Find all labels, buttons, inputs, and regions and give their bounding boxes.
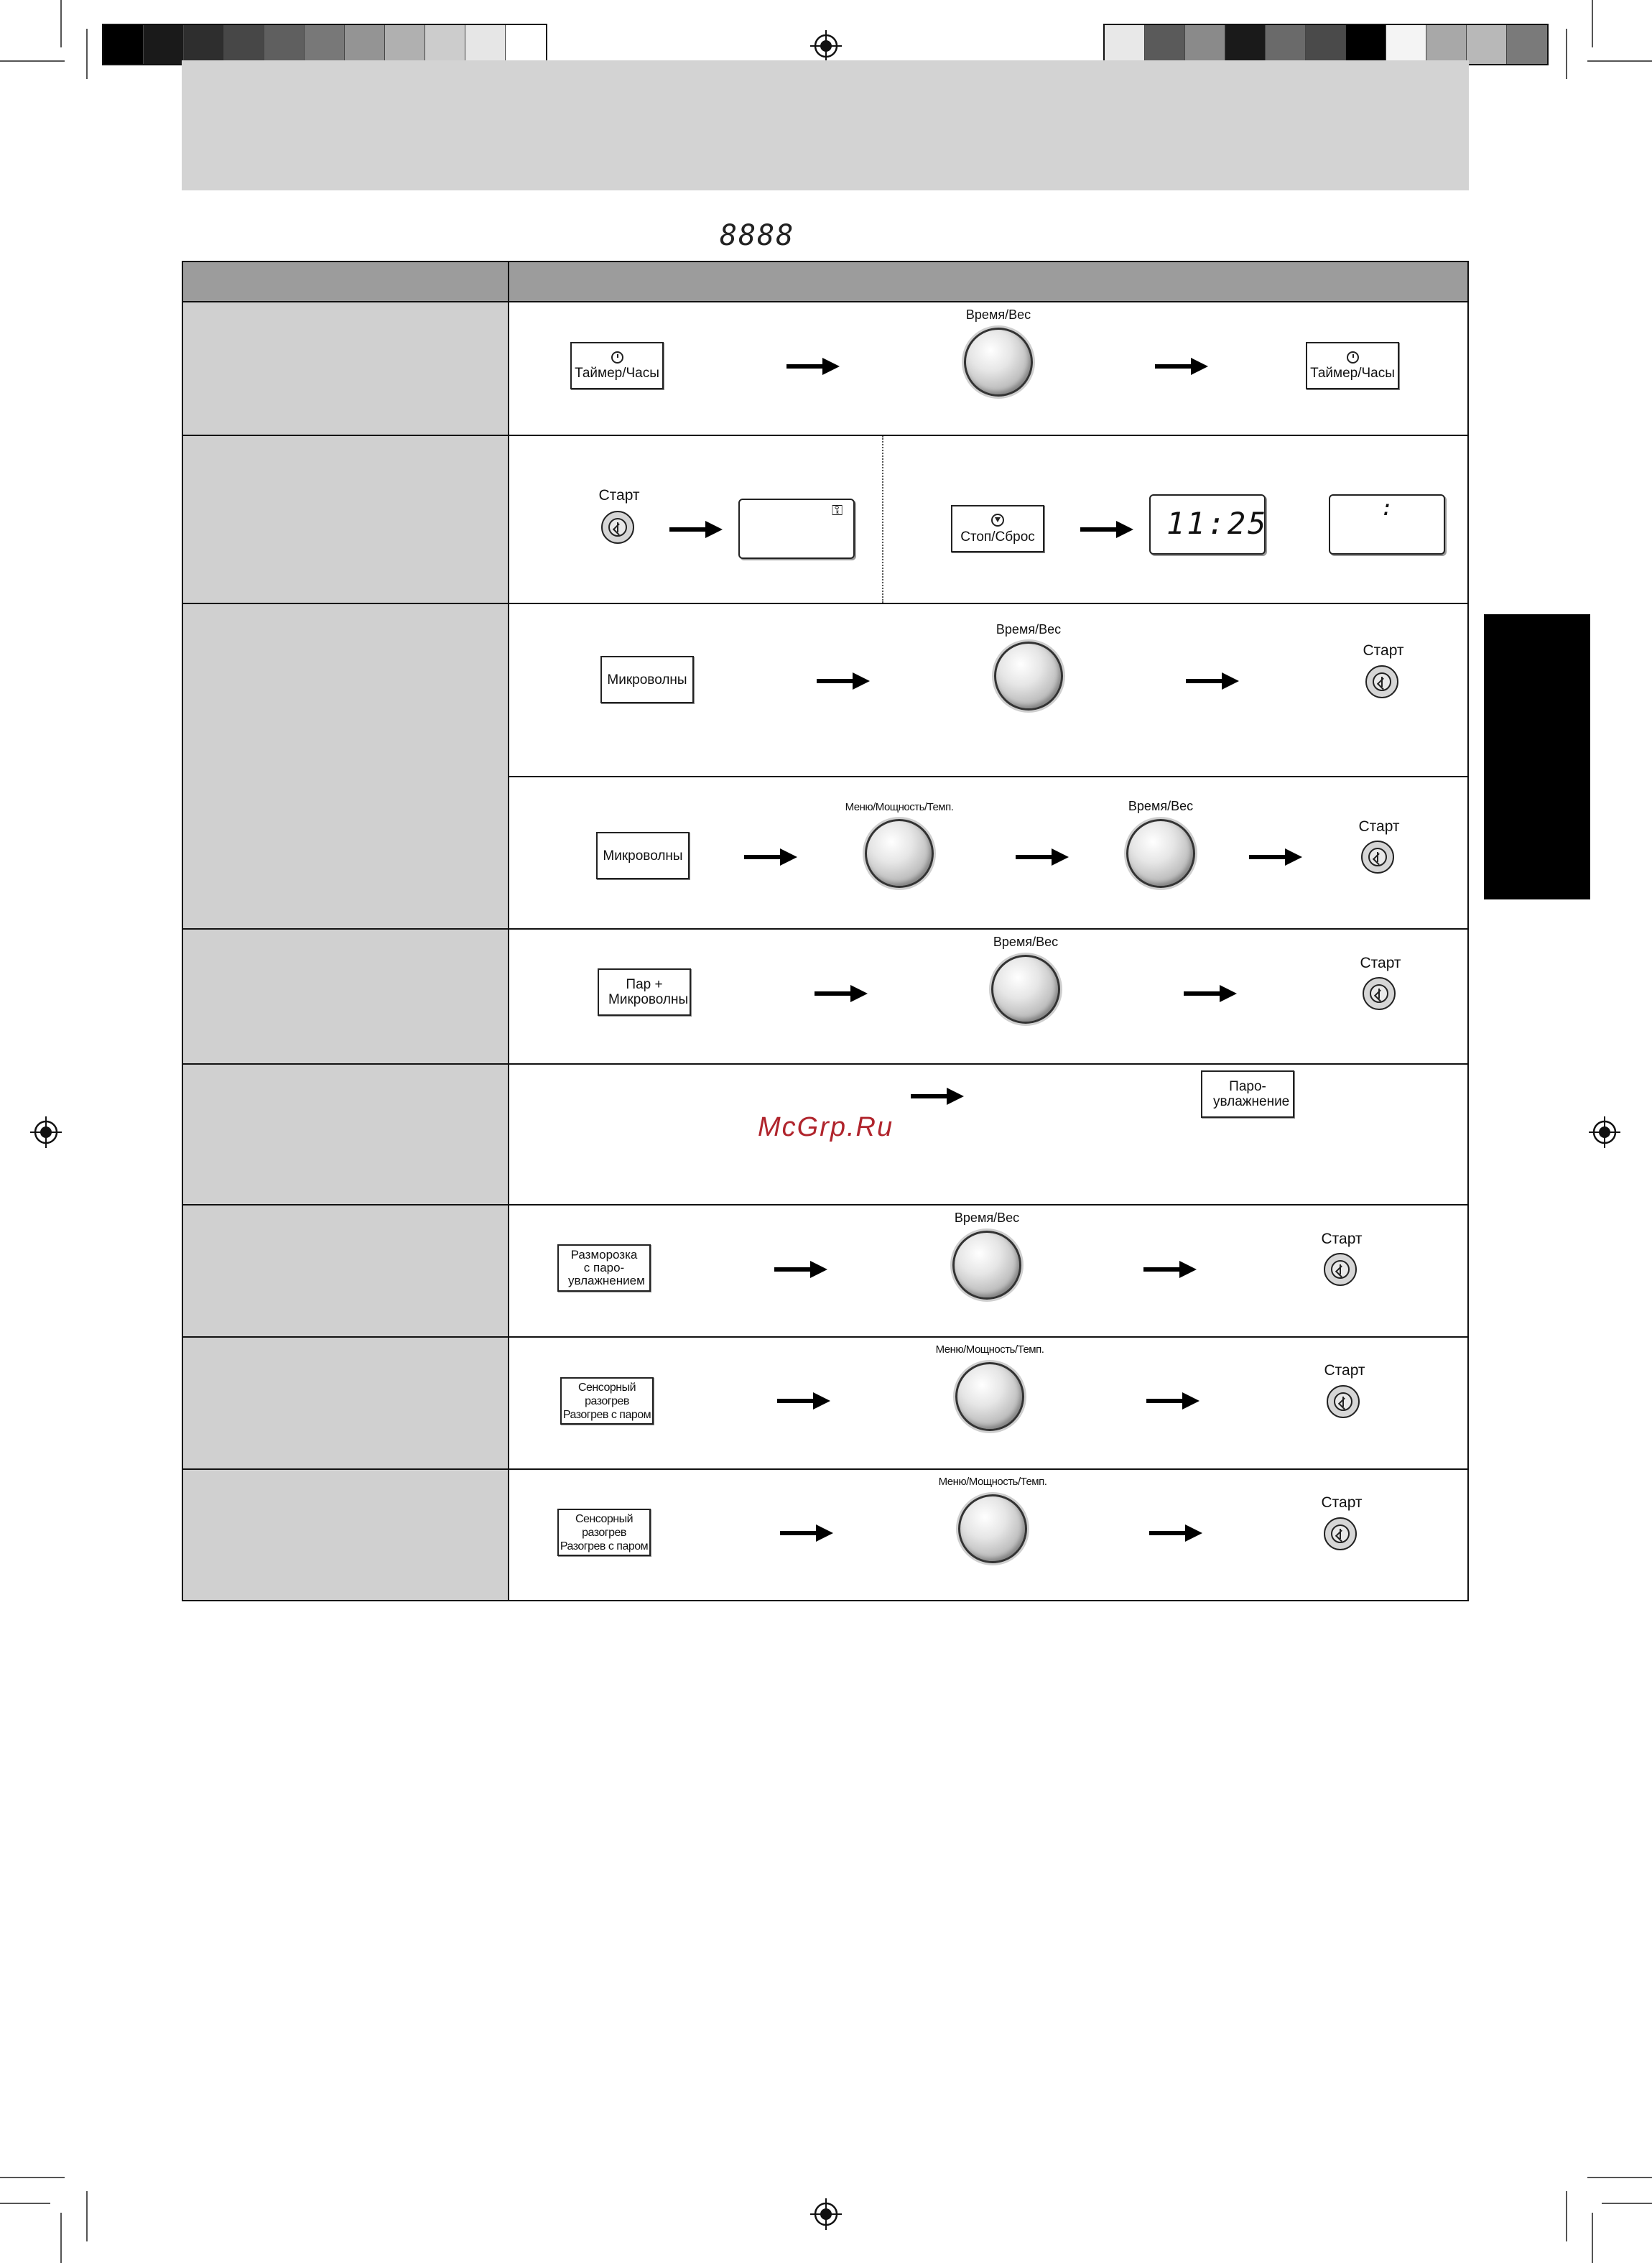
start-button[interactable] — [1324, 1253, 1357, 1286]
sensor-reheat-label: Сенсорный разогрев Разогрев с паром — [562, 1381, 651, 1421]
color-swatch — [385, 25, 425, 64]
dotted-divider — [882, 436, 883, 603]
arrow-right-icon — [1016, 848, 1069, 866]
crop-mark — [1566, 29, 1567, 79]
menu-power-temp-dial[interactable] — [865, 819, 934, 888]
start-icon — [1368, 848, 1387, 866]
arrow-right-icon — [774, 1261, 827, 1278]
start-button[interactable] — [1361, 841, 1394, 874]
timer-clock-button[interactable] — [1306, 342, 1399, 389]
display-indicator: 8888 — [720, 219, 795, 252]
crop-mark — [86, 2191, 88, 2241]
start-icon — [1331, 1524, 1350, 1543]
color-bar-left — [102, 24, 547, 65]
crop-mark — [86, 29, 88, 79]
header-band — [182, 60, 1469, 190]
color-swatch — [1306, 25, 1346, 64]
crop-mark — [60, 2213, 62, 2263]
row-divider — [509, 776, 1467, 777]
start-icon — [608, 518, 627, 537]
color-swatch — [425, 25, 465, 64]
row-divider — [183, 1063, 1467, 1065]
lcd-display-clock — [1149, 494, 1266, 555]
stop-reset-label: Стоп/Сброс — [960, 529, 1035, 545]
start-label: Старт — [1360, 955, 1401, 971]
start-label: Старт — [1358, 818, 1400, 835]
steam-microwave-label: Пар + Микроволны — [608, 977, 689, 1007]
arrow-right-icon — [669, 521, 723, 538]
arrow-right-icon — [1184, 985, 1237, 1002]
color-swatch — [144, 25, 184, 64]
color-swatch — [264, 25, 305, 64]
start-button[interactable] — [601, 511, 634, 544]
lcd-display-locked — [738, 499, 855, 559]
start-icon — [1334, 1392, 1352, 1411]
clock-icon — [1347, 351, 1359, 364]
arrow-right-icon — [911, 1088, 964, 1105]
crop-mark — [0, 2177, 65, 2178]
steam-humidify-button[interactable] — [1201, 1070, 1294, 1118]
registration-mark-icon — [30, 1116, 62, 1148]
crop-mark — [0, 2203, 50, 2204]
watermark: McGrp.Ru — [758, 1112, 894, 1142]
color-swatch — [345, 25, 385, 64]
color-swatch — [1266, 25, 1306, 64]
start-button[interactable] — [1327, 1385, 1360, 1418]
menu-power-temp-dial[interactable] — [958, 1494, 1027, 1563]
start-label: Старт — [1321, 1494, 1363, 1511]
color-swatch — [224, 25, 264, 64]
color-swatch — [506, 25, 546, 64]
arrow-right-icon — [1155, 358, 1208, 375]
menu-power-temp-dial[interactable] — [955, 1362, 1024, 1431]
start-button[interactable] — [1363, 977, 1396, 1010]
time-weight-dial[interactable] — [952, 1231, 1021, 1300]
sensor-reheat-label: Сенсорный разогрев Разогрев с паром — [560, 1512, 649, 1552]
time-weight-dial[interactable] — [991, 955, 1060, 1024]
crop-mark — [1566, 2191, 1567, 2241]
color-swatch — [1185, 25, 1225, 64]
color-swatch — [1346, 25, 1386, 64]
row-divider — [183, 435, 1467, 436]
color-swatch — [1426, 25, 1467, 64]
arrow-right-icon — [1186, 672, 1239, 690]
color-bar-right — [1103, 24, 1549, 65]
crop-mark — [1587, 60, 1652, 62]
start-label: Старт — [1321, 1231, 1363, 1247]
time-weight-label: Время/Вес — [1128, 799, 1194, 813]
key-icon: ⚿ — [832, 503, 843, 519]
time-weight-dial[interactable] — [1126, 819, 1195, 888]
sensor-reheat-button[interactable] — [557, 1509, 651, 1556]
arrow-right-icon — [1146, 1392, 1199, 1410]
row-divider — [183, 1204, 1467, 1205]
header-divider — [508, 262, 509, 302]
arrow-right-icon — [817, 672, 870, 690]
timer-clock-label: Таймер/Часы — [1310, 365, 1395, 381]
color-swatch — [1507, 25, 1547, 64]
sensor-reheat-button[interactable] — [560, 1377, 654, 1425]
menu-power-temp-label: Меню/Мощность/Темп. — [938, 1476, 1047, 1488]
arrow-right-icon — [744, 848, 797, 866]
registration-mark-icon — [1589, 1116, 1620, 1148]
stop-reset-button[interactable] — [951, 505, 1044, 552]
start-label: Старт — [1324, 1362, 1365, 1379]
time-weight-label: Время/Вес — [954, 1211, 1020, 1225]
start-icon — [1373, 672, 1391, 691]
start-label: Старт — [1363, 642, 1404, 659]
crop-mark — [1587, 2177, 1652, 2178]
color-swatch — [103, 25, 144, 64]
clock-icon — [611, 351, 623, 364]
microwave-label: Микроволны — [607, 672, 687, 688]
crop-mark — [1602, 2203, 1652, 2204]
row-divider — [183, 603, 1467, 604]
timer-clock-label: Таймер/Часы — [575, 365, 659, 381]
color-swatch — [1467, 25, 1507, 64]
color-swatch — [1386, 25, 1426, 64]
lcd-colon-text: : — [1380, 496, 1396, 521]
steam-microwave-button[interactable] — [598, 968, 691, 1016]
defrost-steam-button[interactable] — [557, 1244, 651, 1292]
start-button[interactable] — [1324, 1517, 1357, 1550]
color-swatch — [1105, 25, 1145, 64]
start-label: Старт — [598, 487, 640, 504]
registration-mark-icon — [810, 2198, 842, 2230]
arrow-right-icon — [780, 1524, 833, 1542]
function-column — [183, 262, 509, 1600]
row-divider — [183, 1468, 1467, 1470]
color-swatch — [1145, 25, 1185, 64]
start-button[interactable] — [1365, 665, 1398, 698]
stop-icon — [991, 514, 1004, 527]
side-tab — [1484, 614, 1590, 899]
arrow-right-icon — [1149, 1524, 1202, 1542]
arrow-right-icon — [1080, 521, 1133, 538]
menu-power-temp-label: Меню/Мощность/Темп. — [845, 801, 954, 813]
crop-mark — [0, 60, 65, 62]
arrow-right-icon — [1143, 1261, 1197, 1278]
color-swatch — [465, 25, 506, 64]
color-swatch — [184, 25, 224, 64]
arrow-right-icon — [777, 1392, 830, 1410]
time-weight-dial[interactable] — [964, 328, 1033, 397]
crop-mark — [60, 0, 62, 47]
lcd-display-colon — [1329, 494, 1445, 555]
time-weight-label: Время/Вес — [993, 935, 1059, 949]
arrow-right-icon — [1249, 848, 1302, 866]
row-divider — [183, 928, 1467, 930]
registration-mark-icon — [810, 30, 842, 62]
color-swatch — [305, 25, 345, 64]
row-divider — [183, 1336, 1467, 1338]
microwave-label: Микроволны — [603, 848, 683, 864]
table-header-row — [183, 262, 1467, 302]
time-weight-dial[interactable] — [994, 642, 1063, 711]
menu-power-temp-label: Меню/Мощность/Темп. — [935, 1343, 1044, 1356]
time-weight-label: Время/Вес — [996, 622, 1062, 637]
steam-humidify-label: Паро- увлажнение — [1213, 1079, 1290, 1109]
crop-mark — [1592, 0, 1593, 47]
start-icon — [1331, 1260, 1350, 1279]
color-swatch — [1225, 25, 1266, 64]
arrow-right-icon — [786, 358, 840, 375]
timer-clock-button[interactable] — [570, 342, 664, 389]
microwave-button[interactable] — [600, 656, 694, 703]
defrost-steam-label: Разморозка с паро- увлажнением — [568, 1248, 645, 1287]
microwave-button[interactable] — [596, 832, 690, 879]
arrow-right-icon — [815, 985, 868, 1002]
crop-mark — [1592, 2213, 1593, 2263]
start-icon — [1370, 984, 1388, 1003]
lcd-clock-text: 11:25 — [1166, 506, 1268, 541]
time-weight-label: Время/Вес — [965, 307, 1031, 322]
